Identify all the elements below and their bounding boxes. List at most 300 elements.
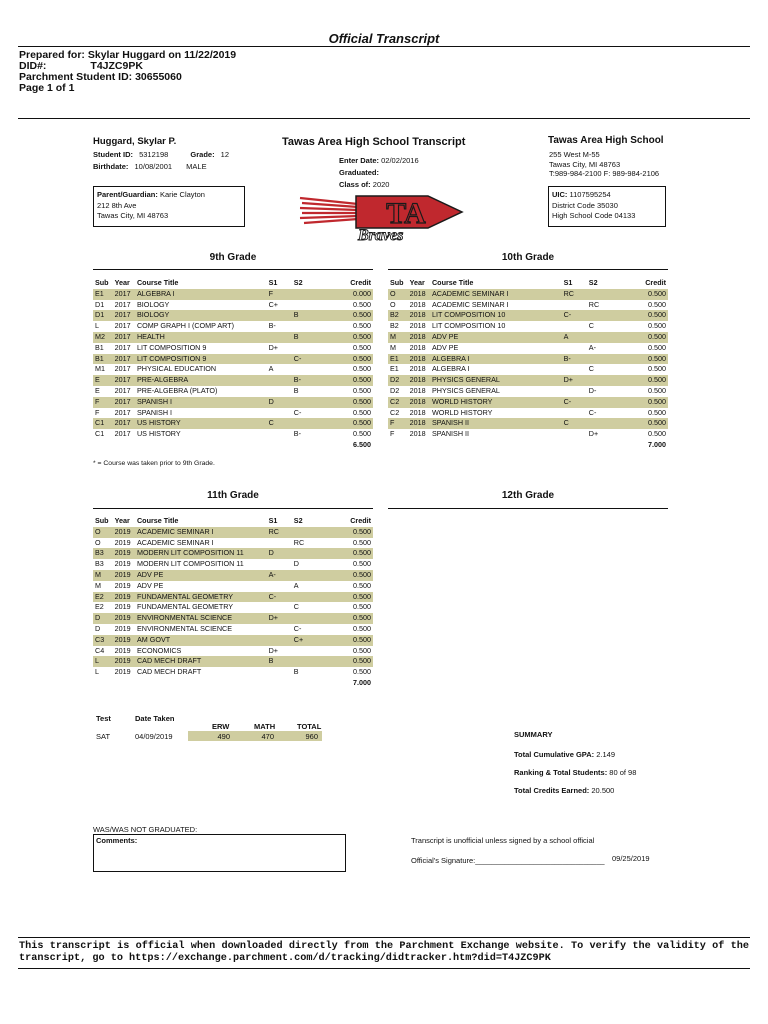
cell-course: PHYSICAL EDUCATION (136, 364, 217, 374)
table-row (93, 321, 373, 332)
cell-course: LIT COMPOSITION 9 (136, 342, 207, 352)
guardian-box (93, 186, 245, 227)
cell-sub: M1 (95, 364, 105, 374)
prepared-block (19, 50, 236, 94)
page-title: Official Transcript (328, 31, 440, 46)
table-total-row (93, 678, 373, 689)
cell-s1 (562, 300, 587, 311)
grade11-table (93, 516, 373, 689)
date-taken-label: Date Taken (135, 714, 175, 723)
cell-s1: D (267, 397, 292, 408)
hs-code: High School Code 04133 (552, 211, 636, 220)
cell-credit: 0.500 (648, 321, 666, 331)
cell-year: 2019 (113, 548, 135, 559)
column-header-credit: Credit (645, 278, 666, 287)
cell-sub: L (93, 656, 113, 667)
cell-sub: E (95, 385, 100, 395)
summary-heading: SUMMARY (514, 730, 553, 739)
cell-year: 2017 (113, 375, 135, 386)
credit-total: 7.000 (353, 677, 371, 687)
cell-s2 (292, 343, 328, 354)
table-row (93, 310, 373, 321)
arrow-feathers (300, 198, 358, 223)
cell-year: 2017 (114, 407, 131, 417)
cell-s2 (292, 613, 328, 624)
cell-year: 2019 (114, 645, 131, 655)
cell-year: 2018 (408, 375, 430, 386)
cell-s1: C- (562, 397, 587, 408)
cell-course: SPANISH I (136, 407, 172, 417)
table-row (93, 538, 373, 549)
table-row (93, 635, 373, 646)
grade9-note: * = Course was taken prior to 9th Grade. (93, 460, 215, 467)
cell-sub: B3 (95, 559, 104, 569)
cell-credit: 0.500 (353, 299, 371, 309)
cell-course: MODERN LIT COMPOSITION 11 (136, 559, 244, 569)
logo-script: Braves (358, 227, 404, 244)
table-total-row (388, 440, 668, 451)
gender: MALE (186, 162, 207, 171)
column-header-year: Year (114, 516, 130, 525)
cell-s2 (587, 332, 623, 343)
cell-s1: B- (562, 354, 587, 365)
cell-sub: F (390, 429, 395, 439)
school-phone: T:989-984-2100 F: 989-984-2106 (549, 169, 660, 178)
column-header-s1: S1 (268, 278, 278, 287)
table-row (388, 375, 668, 386)
student-id-label: Student ID: (93, 150, 133, 159)
cell-year: 2019 (113, 592, 135, 603)
logo-letters: TA (386, 197, 426, 230)
enter-date: 02/02/2016 (381, 156, 419, 165)
cell-s1: C (267, 418, 292, 429)
cell-course: ALGEBRA I (431, 364, 470, 374)
student-id-line (93, 150, 229, 159)
cell-credit: 0.500 (623, 332, 668, 343)
school-logo (298, 186, 466, 244)
cell-s2: B (293, 385, 299, 395)
cell-credit: 0.500 (328, 613, 373, 624)
cell-credit: 0.500 (353, 623, 371, 633)
cell-credit: 0.500 (648, 429, 666, 439)
table-row (93, 646, 373, 657)
cell-year: 2019 (114, 623, 131, 633)
cell-year: 2017 (114, 299, 131, 309)
column-header-s2: S2 (293, 516, 303, 525)
cell-credit: 0.500 (353, 667, 371, 677)
table-total-row (93, 440, 373, 451)
page-count: Page 1 of 1 (19, 82, 75, 94)
table-row (93, 343, 373, 354)
birthdate-value: 10/08/2001 (134, 162, 173, 171)
divider (18, 968, 750, 969)
codes-box (548, 186, 666, 227)
gpa-value: 2.149 (596, 750, 616, 759)
column-header-year: Year (409, 278, 425, 287)
column-header-s1: S1 (268, 516, 278, 525)
table-header-row (93, 278, 373, 289)
table-row (388, 332, 668, 343)
cell-s1: F (267, 289, 292, 300)
cell-s2: B (293, 667, 299, 677)
cell-year: 2017 (114, 342, 131, 352)
cell-s1 (267, 386, 292, 397)
table-row (93, 548, 373, 559)
cell-s1 (562, 343, 587, 354)
cell-credit: 0.500 (623, 375, 668, 386)
cell-s2 (587, 289, 623, 300)
cell-credit: 0.500 (328, 397, 373, 408)
cell-s1 (267, 354, 292, 365)
table-row (93, 300, 373, 311)
cell-sub: E1 (390, 364, 399, 374)
cell-credit: 0.500 (328, 635, 373, 646)
cell-s2: A (293, 580, 299, 590)
credit-total: 6.500 (353, 439, 371, 449)
cell-sub: C2 (388, 397, 408, 408)
class-year: 2020 (372, 180, 390, 189)
cell-credit: 0.500 (353, 645, 371, 655)
cell-sub: L (95, 321, 99, 331)
grade10-heading: 10th Grade (501, 252, 555, 263)
credits-value: 20.500 (591, 786, 615, 795)
cell-course: ENVIRONMENTAL SCIENCE (135, 613, 267, 624)
cell-course: ENVIRONMENTAL SCIENCE (136, 623, 233, 633)
cell-s2 (292, 527, 328, 538)
table-row (93, 602, 373, 613)
grade12-divider (388, 508, 668, 509)
table-row (388, 343, 668, 354)
guardian-name: Karie Clayton (159, 190, 205, 199)
gpa-label: Total Cumulative GPA: (514, 750, 595, 759)
credits-label: Total Credits Earned: (514, 786, 590, 795)
table-row (93, 559, 373, 570)
cell-sub: B1 (93, 354, 113, 365)
cell-credit: 0.500 (328, 310, 373, 321)
table-row (93, 656, 373, 667)
cell-s2 (292, 321, 328, 332)
cell-sub: L (95, 667, 99, 677)
cell-course: CAD MECH DRAFT (136, 667, 202, 677)
cell-course: MODERN LIT COMPOSITION 11 (135, 548, 267, 559)
table-row (388, 354, 668, 365)
table-row (93, 581, 373, 592)
cell-year: 2019 (114, 537, 131, 547)
cell-year: 2019 (113, 527, 135, 538)
cell-sub: D1 (93, 310, 113, 321)
cell-sub: C1 (95, 429, 105, 439)
cell-credit: 0.500 (623, 289, 668, 300)
table-row (93, 408, 373, 419)
cell-credit: 0.500 (328, 570, 373, 581)
cell-sub: O (93, 527, 113, 538)
summary-block (514, 730, 636, 804)
cell-s1: D+ (562, 375, 587, 386)
cell-course: PRE-ALGEBRA (PLATO) (136, 385, 218, 395)
table-row (388, 300, 668, 311)
student-name: Huggard, Skylar P. (93, 136, 177, 147)
cell-s1: RC (562, 289, 587, 300)
cell-s1: B (267, 656, 292, 667)
column-header-sub: Sub (95, 278, 109, 287)
school-address (549, 150, 659, 179)
cell-year: 2019 (114, 667, 131, 677)
table-row (388, 289, 668, 300)
table-row (93, 570, 373, 581)
did-value: T4JZC9PK (90, 60, 143, 72)
cell-course: ADV PE (136, 580, 164, 590)
cell-s2 (292, 289, 328, 300)
table-header-row (388, 278, 668, 289)
table-row (93, 364, 373, 375)
comments-label: Comments: (96, 836, 138, 845)
cell-sub: C1 (93, 418, 113, 429)
cell-course: COMP GRAPH I (COMP ART) (136, 321, 235, 331)
cell-year: 2018 (408, 310, 430, 321)
cell-credit: 0.500 (623, 418, 668, 429)
cell-s2 (292, 656, 328, 667)
cell-sub: E2 (95, 602, 104, 612)
table-row (388, 386, 668, 397)
cell-s2: RC (588, 299, 600, 309)
cell-s2: C- (292, 354, 328, 365)
cell-course: ADV PE (431, 342, 459, 352)
cell-credit: 0.500 (328, 354, 373, 365)
comments-box (93, 834, 346, 872)
grade10-table (388, 278, 668, 451)
cell-s2 (292, 646, 328, 657)
cell-sub: M (390, 342, 396, 352)
column-header-course: Course Title (431, 278, 474, 287)
table-row (93, 527, 373, 538)
cell-s2: C (293, 602, 299, 612)
cell-s1: C- (267, 592, 292, 603)
cell-s1: B- (268, 321, 276, 331)
cell-year: 2018 (409, 407, 426, 417)
cell-course: LIT COMPOSITION 10 (430, 310, 562, 321)
cell-s1 (562, 386, 587, 397)
cell-s1 (267, 581, 292, 592)
cell-s2 (292, 300, 328, 311)
math-label: MATH (254, 722, 276, 731)
table-row (388, 418, 668, 429)
cell-s1 (267, 635, 292, 646)
cell-credit: 0.500 (353, 364, 371, 374)
cell-year: 2018 (409, 299, 426, 309)
cell-s2 (292, 570, 328, 581)
test-label: Test (96, 714, 111, 723)
cell-s2 (587, 310, 623, 321)
cell-s2: D- (588, 385, 597, 395)
cell-sub: E (93, 375, 113, 386)
table-row (388, 321, 668, 332)
cell-credit: 0.500 (648, 299, 666, 309)
cell-s2: B- (293, 429, 301, 439)
cell-credit: 0.500 (328, 548, 373, 559)
cell-s2 (292, 548, 328, 559)
signature-line: Official's Signature:_______________________________ (411, 856, 605, 865)
grade11-heading: 11th Grade (207, 490, 259, 501)
test-total: 960 (305, 732, 318, 741)
cell-credit: 0.500 (648, 385, 666, 395)
cell-course: FUNDAMENTAL GEOMETRY (135, 592, 267, 603)
cell-course: CAD MECH DRAFT (135, 656, 267, 667)
cell-sub: C4 (95, 645, 105, 655)
table-row (93, 667, 373, 678)
cell-year: 2019 (113, 570, 135, 581)
cell-year: 2017 (114, 321, 131, 331)
cell-s2: C (588, 364, 594, 374)
cell-course: SPANISH II (431, 429, 469, 439)
table-row (388, 364, 668, 375)
cell-course: ALGEBRA I (430, 354, 562, 365)
cell-year: 2019 (113, 656, 135, 667)
cell-s1 (562, 408, 587, 419)
cell-credit: 0.500 (353, 407, 371, 417)
cell-year: 2019 (113, 635, 135, 646)
cell-credit: 0.500 (623, 310, 668, 321)
cell-credit: 0.500 (353, 559, 371, 569)
cell-sub: D (93, 613, 113, 624)
cell-year: 2018 (408, 418, 430, 429)
grade11-divider (93, 508, 373, 509)
cell-credit: 0.500 (648, 407, 666, 417)
grade9-table (93, 278, 373, 451)
cell-credit: 0.500 (648, 342, 666, 352)
table-row (388, 397, 668, 408)
test-date: 04/09/2019 (135, 732, 173, 741)
cell-s2: B (292, 310, 328, 321)
total-label: TOTAL (297, 722, 322, 731)
cell-sub: D2 (390, 385, 400, 395)
table-row (93, 613, 373, 624)
cell-sub: B3 (93, 548, 113, 559)
cell-credit: 0.500 (328, 375, 373, 386)
cell-s2 (292, 397, 328, 408)
cell-s2: D+ (588, 429, 599, 439)
cell-credit: 0.500 (353, 537, 371, 547)
cell-credit: 0.500 (353, 580, 371, 590)
divider (18, 46, 750, 47)
cell-s1: RC (267, 527, 292, 538)
cell-course: SPANISH I (135, 397, 267, 408)
table-row (93, 429, 373, 440)
cell-sub: E2 (93, 592, 113, 603)
cell-course: ALGEBRA I (135, 289, 267, 300)
cell-course: PHYSICS GENERAL (430, 375, 562, 386)
cell-s2: C- (293, 623, 302, 633)
column-header-s2: S2 (588, 278, 598, 287)
cell-s2 (587, 354, 623, 365)
test-erw: 490 (217, 732, 230, 741)
prepared-for: Prepared for: Skylar Huggard on 11/22/2019 (19, 49, 237, 61)
cell-course: ACADEMIC SEMINAR I (430, 289, 562, 300)
cell-s1 (267, 602, 292, 613)
cell-credit: 0.500 (328, 656, 373, 667)
cell-s1: D+ (268, 342, 278, 352)
cell-sub: D (95, 623, 101, 633)
cell-credit: 0.500 (623, 354, 668, 365)
cell-credit: 0.000 (328, 289, 373, 300)
enter-label: Enter Date: (339, 156, 380, 165)
table-row (388, 408, 668, 419)
column-header-course: Course Title (136, 516, 179, 525)
cell-year: 2017 (113, 289, 135, 300)
cell-year: 2019 (114, 602, 131, 612)
cell-s1 (562, 429, 587, 440)
cell-sub: B2 (388, 310, 408, 321)
cell-sub: E1 (93, 289, 113, 300)
table-row (93, 354, 373, 365)
cell-course: US HISTORY (136, 429, 181, 439)
birthdate-label: Birthdate: (93, 162, 129, 171)
cell-course: PHYSICS GENERAL (431, 385, 500, 395)
cell-course: SPANISH II (430, 418, 562, 429)
guardian-address1: 212 8th Ave (97, 200, 137, 210)
cell-credit: 0.500 (353, 321, 371, 331)
cell-s1: D+ (267, 613, 292, 624)
grade-label: Grade: (190, 150, 215, 159)
cell-sub: F (388, 418, 408, 429)
cell-s2: B (292, 332, 328, 343)
cell-course: HEALTH (135, 332, 267, 343)
table-row (388, 429, 668, 440)
table-row (93, 375, 373, 386)
cell-year: 2018 (408, 397, 430, 408)
cell-course: ACADEMIC SEMINAR I (136, 537, 214, 547)
cell-credit: 0.500 (353, 385, 371, 395)
cell-s2 (587, 397, 623, 408)
cell-s1: C+ (268, 299, 278, 309)
cell-course: LIT COMPOSITION 9 (135, 354, 267, 365)
cell-s1 (267, 408, 292, 419)
table-row (93, 332, 373, 343)
grade10-divider (388, 269, 668, 270)
cell-sub: M (388, 332, 408, 343)
cell-year: 2017 (114, 364, 131, 374)
cell-year: 2018 (408, 354, 430, 365)
cell-s2: C- (293, 407, 302, 417)
cell-credit: 0.500 (648, 364, 666, 374)
cell-year: 2017 (113, 354, 135, 365)
cell-sub: O (390, 299, 396, 309)
birthdate-line (93, 162, 207, 171)
cell-sub: M (95, 580, 101, 590)
cell-course: ADV PE (135, 570, 267, 581)
cell-year: 2018 (409, 342, 426, 352)
cell-course: US HISTORY (135, 418, 267, 429)
signature-date: 09/25/2019 (612, 854, 650, 863)
cell-s1 (267, 667, 292, 678)
cell-sub: O (95, 537, 101, 547)
cell-course: ACADEMIC SEMINAR I (135, 527, 267, 538)
column-header-credit: Credit (350, 278, 371, 287)
cell-year: 2019 (113, 613, 135, 624)
table-row (93, 289, 373, 300)
cell-credit: 0.500 (328, 527, 373, 538)
cell-course: WORLD HISTORY (430, 397, 562, 408)
did-label: DID#: (19, 60, 47, 72)
cell-sub: M (93, 570, 113, 581)
cell-s2 (292, 364, 328, 375)
cell-year: 2017 (113, 332, 135, 343)
rank-label: Ranking & Total Students: (514, 768, 608, 777)
grade12-heading: 12th Grade (501, 490, 555, 501)
cell-course: ECONOMICS (136, 645, 182, 655)
school-address2: Tawas City, MI 48763 (549, 159, 621, 169)
cell-s1 (267, 310, 292, 321)
cell-sub: C3 (93, 635, 113, 646)
